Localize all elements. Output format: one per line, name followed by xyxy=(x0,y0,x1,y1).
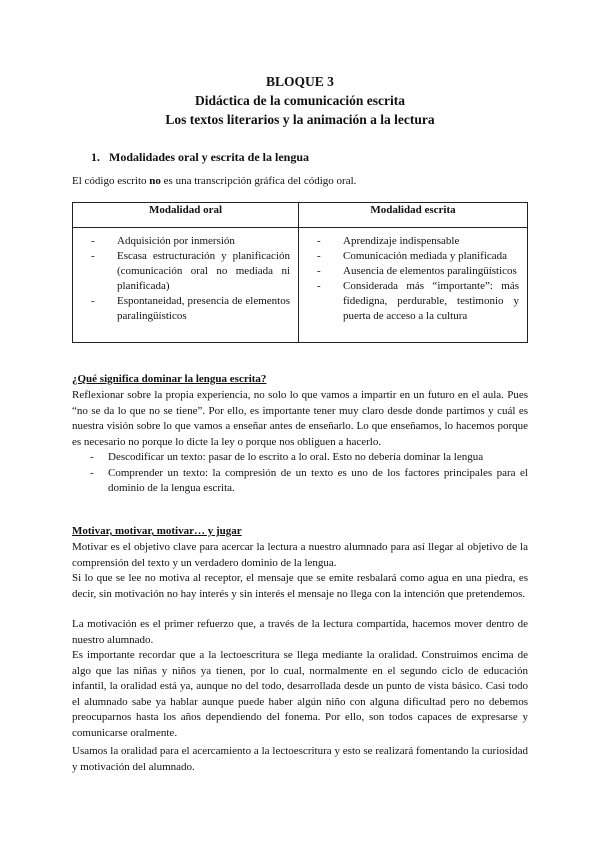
motivar-paragraph-2: Si lo que se lee no motiva al receptor, el mensaje que se emite resbalará como agua en una piedra, es decir, sin motivación no hay interés y sin interés el mensaje no llega con la intención que pretendemos. xyxy=(72,572,528,600)
cell-escrita xyxy=(299,228,528,343)
motivar-paragraph-3: La motivación es el primer refuerzo que, a través de la lectura compartida, hacemos mover dentro de nuestro alumnado. xyxy=(72,618,528,646)
motivar-paragraph-1: Motivar es el objetivo clave para acercar la lectura a nuestro alumnado para así llegar al objetivo de la comprensión del texto y un verdadero dominio de la lengua. xyxy=(72,541,528,569)
block-title: BLOQUE 3 xyxy=(266,74,334,89)
oral-item: - Adquisición por inmersión xyxy=(81,234,290,249)
bullet-item: - Comprender un texto: la compresión de un texto es uno de los factores principales para el dominio de la lengua escrita. xyxy=(72,466,528,497)
motivar-heading: Motivar, motivar, motivar… y jugar xyxy=(72,525,242,537)
topic-title: Los textos literarios y la animación a la lectura xyxy=(165,112,435,127)
intro-text-a: El código escrito xyxy=(72,175,150,187)
question-paragraph: Reflexionar sobre la propia experiencia, no solo lo que vamos a impartir en un futuro en el aula. Pues “no se da lo que no se tiene”. Por ello, es importante tener muy claro desde donde partimos y cuál es nuestra visión sobre lo que vamos a enseñar antes de enseñarlo. Lo que enseñamos, lo hacemos porque es necesario no porque lo dicte la ley o porque nos obliguen a hacerlo. xyxy=(72,389,528,448)
subject-title: Didáctica de la comunicación escrita xyxy=(195,93,405,108)
section-title: Modalidades oral y escrita de la lengua xyxy=(109,150,309,164)
oral-item: - Espontaneidad, presencia de elementos paralingüísticos xyxy=(81,294,290,324)
oral-item: - Escasa estructuración y planificación (comunicación oral no mediada ni planificada) xyxy=(81,249,290,294)
section-intro xyxy=(72,174,528,190)
header-oral: Modalidad oral xyxy=(73,203,299,228)
section-number: 1. xyxy=(91,150,100,164)
comparison-table xyxy=(72,202,528,343)
bullet-item: - Descodificar un texto: pasar de lo escrito a lo oral. Esto no debería dominar la lengua xyxy=(72,450,528,466)
motivar-paragraph-4: Es importante recordar que a la lectoescritura se llega mediante la oralidad. Construimos encima de algo que las niñas y niños ya tienen, por lo cual, normalmente en el segundo ciclo de educación infantil, la oralidad está ya, aunque no del todo, desarrollada desde un punto de vista básico. Casi todo el alumnado sabe ya hablar aunque puede haber algún niño con alguna dificultad pero no debemos preocuparnos hasta los años dependiendo del fonema. Por ello, son todos capaces de expresarse y comunicarse oralmente. xyxy=(72,649,528,739)
escrita-item: - Comunicación mediada y planificada xyxy=(307,249,519,264)
intro-text-bold: no xyxy=(149,175,161,187)
escrita-item: - Considerada más “importante”: más fidedigna, perdurable, testimonio y puerta de acceso a la cultura xyxy=(307,279,519,324)
question-heading: ¿Qué significa dominar la lengua escrita? xyxy=(72,373,267,385)
cell-oral xyxy=(73,228,299,343)
escrita-item: - Ausencia de elementos paralingüísticos xyxy=(307,264,519,279)
intro-text-b: es una transcripción gráfica del código oral. xyxy=(160,175,357,187)
question-bullets xyxy=(72,450,528,497)
header-escrita: Modalidad escrita xyxy=(299,203,528,228)
escrita-item: - Aprendizaje indispensable xyxy=(307,234,519,249)
motivar-paragraph-5: Usamos la oralidad para el acercamiento a la lectoescritura y esto se realizará fomentando la curiosidad y motivación del alumnado. xyxy=(72,745,528,773)
